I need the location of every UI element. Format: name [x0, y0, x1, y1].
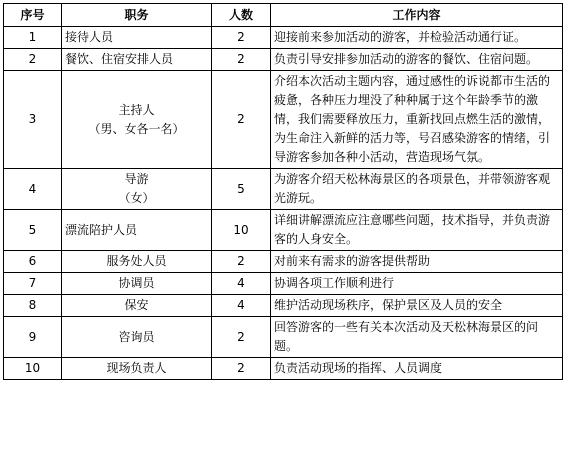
- row-role: 主持人: [118, 102, 155, 117]
- row-duty: 回答游客的一些有关本次活动及天松林海景区的问题。: [271, 317, 563, 358]
- row-count: 2: [212, 71, 271, 169]
- row-role-note: （男、女各一名）: [88, 121, 185, 136]
- row-no: 9: [4, 317, 62, 358]
- row-duty: 迎接前来参加活动的游客，并检验活动通行证。: [271, 27, 563, 49]
- row-no: 3: [4, 71, 62, 169]
- table-row: [4, 49, 563, 71]
- row-no: 10: [4, 358, 62, 380]
- row-role-note: （女）: [118, 191, 155, 205]
- row-count: 5: [212, 169, 271, 210]
- row-duty: 维护活动现场秩序，保护景区及人员的安全: [271, 295, 563, 317]
- row-no: 4: [4, 169, 62, 210]
- table-row: [4, 295, 563, 317]
- row-no: 8: [4, 295, 62, 317]
- row-role: 导游: [124, 172, 149, 186]
- row-no: 6: [4, 251, 62, 273]
- row-no: 5: [4, 210, 62, 251]
- row-role-cell: [62, 71, 212, 169]
- row-count: 2: [212, 317, 271, 358]
- row-count: 2: [212, 358, 271, 380]
- row-duty: 协调各项工作顺利进行: [271, 273, 563, 295]
- row-role-cell: [62, 169, 212, 210]
- staff-table: [3, 3, 563, 380]
- row-duty: 对前来有需求的游客提供帮助: [271, 251, 563, 273]
- table-row: [4, 27, 563, 49]
- header-duty: 工作内容: [271, 4, 563, 27]
- row-role: 现场负责人: [62, 358, 212, 380]
- row-no: 7: [4, 273, 62, 295]
- row-role: 协调员: [62, 273, 212, 295]
- row-count: 4: [212, 273, 271, 295]
- row-duty: 负责引导安排参加活动的游客的餐饮、住宿问题。: [271, 49, 563, 71]
- table-row: [4, 169, 563, 210]
- table-row: [4, 251, 563, 273]
- header-role: 职务: [62, 4, 212, 27]
- row-duty: 为游客介绍天松林海景区的各项景色，并带领游客观光游玩。: [271, 169, 563, 210]
- row-count: 10: [212, 210, 271, 251]
- table-row: [4, 210, 563, 251]
- row-duty: 负责活动现场的指挥、人员调度: [271, 358, 563, 380]
- table-row: [4, 358, 563, 380]
- row-role: 漂流陪护人员: [62, 210, 212, 251]
- row-role: 服务处人员: [62, 251, 212, 273]
- row-no: 2: [4, 49, 62, 71]
- row-role: 咨询员: [62, 317, 212, 358]
- row-role: 保安: [62, 295, 212, 317]
- table-row: [4, 71, 563, 169]
- row-count: 2: [212, 27, 271, 49]
- row-duty: 详细讲解漂流应注意哪些问题，技术指导，并负责游客的人身安全。: [271, 210, 563, 251]
- row-role: 餐饮、住宿安排人员: [62, 49, 212, 71]
- row-no: 1: [4, 27, 62, 49]
- row-count: 2: [212, 251, 271, 273]
- row-count: 2: [212, 49, 271, 71]
- table-row: [4, 317, 563, 358]
- table-row: [4, 273, 563, 295]
- header-no: 序号: [4, 4, 62, 27]
- row-duty: 介绍本次活动主题内容，通过感性的诉说都市生活的疲惫，各种压力埋没了种种属于这个年龄季节的激情，我们需要释放压力，重新找回点燃生活的激情，为生命注入新鲜的活力等，号召感染游客的情绪，引导游客参加各种小活动，营造现场气氛。: [271, 71, 563, 169]
- row-count: 4: [212, 295, 271, 317]
- header-count: 人数: [212, 4, 271, 27]
- header-row: [4, 4, 563, 27]
- row-role: 接待人员: [62, 27, 212, 49]
